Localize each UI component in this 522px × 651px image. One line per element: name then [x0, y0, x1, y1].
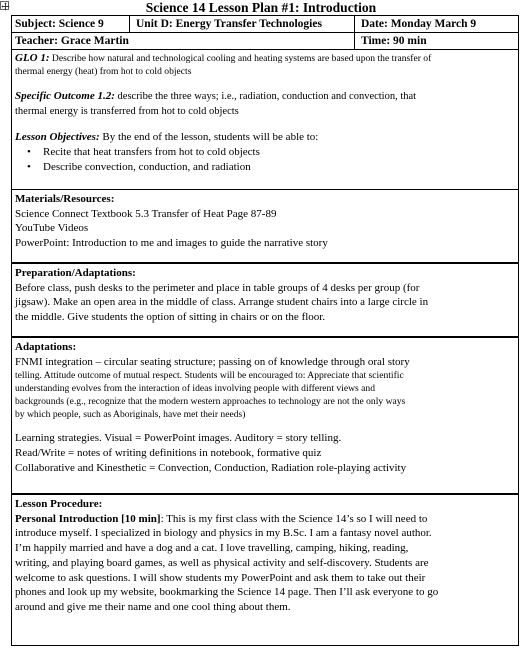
glo-line-1: GLO 1: Describe how natural and technological cooling and heating systems are based upon the transfer of	[15, 52, 432, 64]
objectives-intro: Lesson Objectives: By the end of the lesson, students will be able to:	[15, 131, 319, 144]
glo-line-2: thermal energy (heat) from hot to cold objects	[15, 66, 192, 77]
adaptations-label: Adaptations:	[15, 341, 77, 353]
header-row-subject	[12, 16, 518, 33]
outcomes-section	[12, 50, 518, 190]
list-item: Science Connect Textbook 5.3 Transfer of Heat Page 87-89	[15, 207, 277, 220]
date-field: Date: Monday March 9	[361, 18, 477, 30]
materials-label: Materials/Resources:	[15, 193, 115, 205]
procedure-section: Lesson Procedure: Personal Introduction [10 min]: This is my first class with the Science 14’s so I will need to introduce myself. I specialized in biology and physics in my B.Sc. I am a fantasy novel author. I’m happily married and have a dog and a cat. I love travelling, camping, hiking, reading, writing, and playing board games, as well as physical activity and self-discovery. Students are welcome to ask questions. I will show students my PowerPoint and ask them to take out their phones and look up my website, bookmarking the Science 14 page. Then I’ll ask everyone to go around and give me their name and one cool thing about them.	[12, 495, 518, 645]
column-divider	[354, 33, 355, 49]
objectives-label: Lesson Objectives:	[15, 131, 100, 144]
preparation-section: Preparation/Adaptations: Before class, push desks to the perimeter and place in table groups of 4 desks per group (for jigsaw). Make an open area in the middle of class. Arrange student chairs into a large circle in the middle. Give students the option of sitting in chairs or on the floor.	[12, 264, 518, 338]
glo-label: GLO 1:	[15, 52, 50, 64]
column-divider	[354, 16, 355, 32]
personal-introduction-label: Personal Introduction [10 min]	[15, 512, 161, 525]
column-divider	[129, 16, 130, 32]
specific-outcome-label: Specific Outcome 1.2:	[15, 90, 115, 102]
list-item: • Recite that heat transfers from hot to cold objects	[25, 145, 515, 160]
adaptations-section: Adaptations: FNMI integration – circular seating structure; passing on of knowledge through oral story telling. Attitude outcome of mutual respect. Students will be encouraged to: Appreciate that scientific understanding evolves from the interaction of ideas involving people with different views and backgrounds (e.g., recognize that the modern western approaches to technology are not the only ways by which people, such as Aboriginals, have met their needs) Learning strategies. Visual = PowerPoint images. Auditory = story telling. Read/Write = notes of writing definitions in notebook, formative quiz Collaborative and Kinesthetic = Convection, Conduction, Radiation role-playing activity	[12, 338, 518, 495]
subject-field: Subject: Science 9	[15, 18, 104, 30]
specific-outcome-line-1: Specific Outcome 1.2: describe the three ways; i.e., radiation, conduction and convection, that	[15, 90, 417, 102]
page-title: Science 14 Lesson Plan #1: Introduction	[145, 0, 377, 15]
teacher-field: Teacher: Grace Martin	[15, 35, 129, 47]
time-field: Time: 90 min	[361, 35, 427, 47]
specific-outcome-line-2: thermal energy is transferred from hot to cold objects	[15, 105, 239, 117]
list-item: YouTube Videos	[15, 222, 89, 235]
lesson-plan-table	[11, 15, 519, 646]
preparation-label: Preparation/Adaptations:	[15, 267, 136, 279]
unit-field: Unit D: Energy Transfer Technologies	[136, 18, 322, 30]
list-item: PowerPoint: Introduction to me and images to guide the narrative story	[15, 237, 328, 250]
materials-section	[12, 190, 518, 264]
procedure-label: Lesson Procedure:	[15, 498, 103, 510]
objectives-list	[15, 145, 515, 174]
list-item: • Describe convection, conduction, and radiation	[25, 160, 515, 175]
header-row-teacher	[12, 33, 518, 50]
